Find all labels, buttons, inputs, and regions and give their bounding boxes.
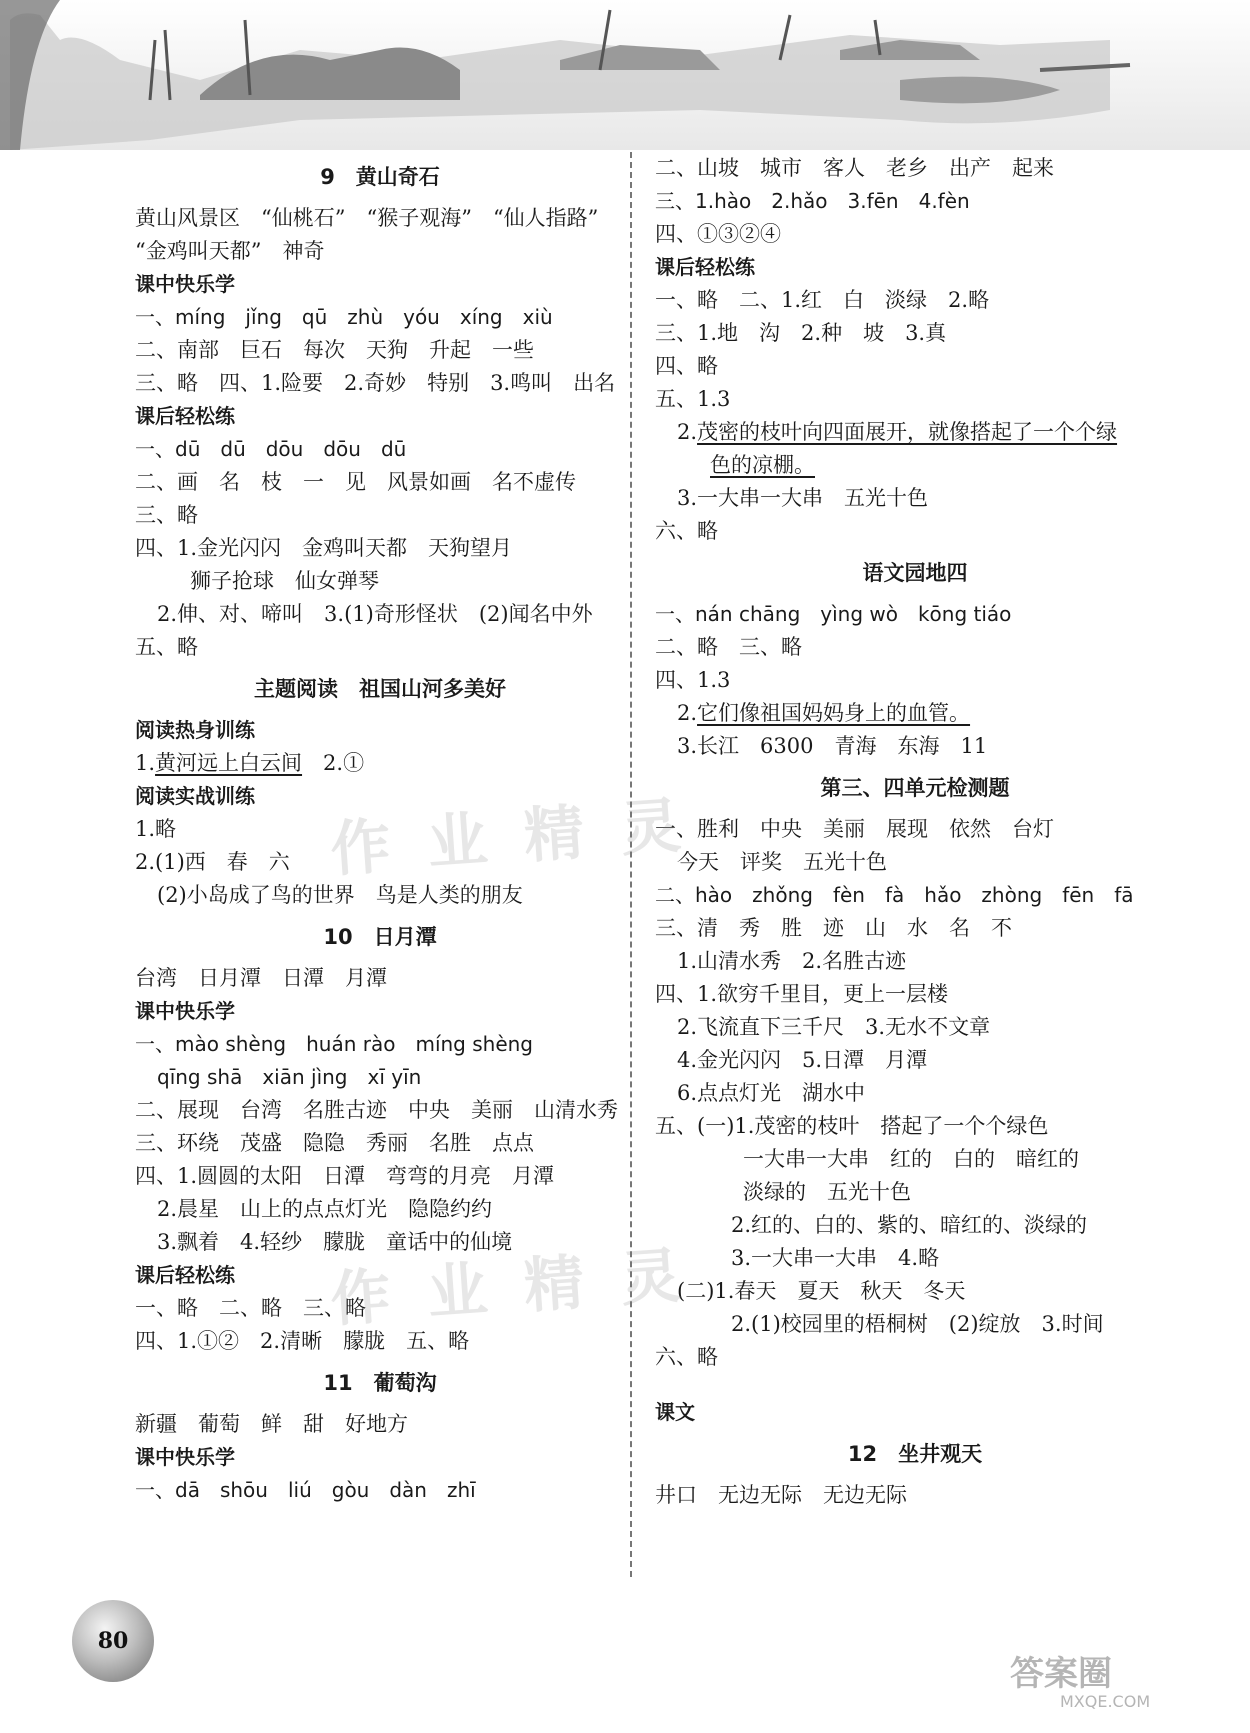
underlined-answer: 色的凉棚。 [710,453,815,477]
answer-text: “金鸡叫天都” 神奇 [135,239,325,263]
answer-text: 黄山风景区 “仙桃石” “猴子观海” “仙人指路” [135,206,599,230]
answer-line [655,978,1175,1011]
answer-text: 2.(1)校园里的梧桐树 (2)绽放 3.时间 [710,1312,1104,1336]
landscape-banner [0,0,1250,150]
watermark: 作 业 精 灵 [328,790,692,886]
answer-line [135,1160,625,1193]
answer-text: 四、①③②④ [655,222,781,246]
answer-text: 阅读热身训练 [135,718,255,742]
answer-text: 三、清 秀 胜 迹 山 水 名 不 [655,916,1012,940]
answer-text: 二、hào zhǒng fèn fà hǎo zhòng fēn fā [655,883,1134,907]
answer-text: 四、1.①② 2.清晰 朦胧 五、略 [135,1329,470,1353]
answer-text: 课后轻松练 [135,1263,235,1287]
answer-text: 主题阅读 祖国山河多美好 [254,677,506,701]
answer-line [135,1127,625,1160]
answer-text: 10 日月潭 [323,925,437,949]
answer-line [135,565,625,598]
answer-line [655,1209,1175,1242]
answer-line [655,218,1175,251]
answer-text: 三、1.地 沟 2.种 坡 3.真 [655,321,947,345]
underlined-answer: 黄河远上白云间 [155,751,303,775]
answer-line [135,1061,625,1094]
section-title [135,152,625,202]
answer-text: 二、略 三、略 [655,635,802,659]
answer-text: 3.一大串一大串 4.略 [710,1246,940,1270]
answer-text: 井口 无边无际 无边无际 [655,1483,907,1507]
answer-text: 一、略 二、略 三、略 [135,1296,366,1320]
answer-text: 台湾 日月潭 日潭 月潭 [135,966,387,990]
subsection-heading [135,714,625,747]
answer-text: 一、略 二、1.红 白 淡绿 2.略 [655,288,990,312]
answer-text: 三、环绕 茂盛 隐隐 秀丽 名胜 点点 [135,1131,534,1155]
answer-line [655,152,1175,185]
answer-text: 2.飞流直下三千尺 3.无水不文章 [677,1015,991,1039]
answer-text: 一、dū dū dōu dōu dū [135,437,407,461]
answer-line [655,1011,1175,1044]
answer-line [655,697,1175,730]
underlined-answer: 茂密的枝叶向四面展开，就像搭起了一个个绿 [697,420,1118,444]
answer-text: 今天 评奖 五光十色 [677,850,887,874]
answer-line [655,515,1175,548]
answer-line [655,284,1175,317]
answer-text: 淡绿的 五光十色 [743,1180,911,1204]
answer-text: 9 黄山奇石 [320,165,440,189]
answer-line [655,664,1175,697]
answer-line [135,202,625,235]
subsection-heading [135,268,625,301]
answer-line [655,1374,1175,1396]
section-title [655,548,1175,598]
answer-text: 二、画 名 枝 一 见 风景如画 名不虚传 [135,470,576,494]
answer-text: 6.点点灯光 湖水中 [677,1081,866,1105]
answer-text: 课后轻松练 [135,404,235,428]
answer-line [135,1474,625,1507]
answer-text: 2.红的、白的、紫的、暗红的、淡绿的 [710,1213,1088,1237]
answer-line [655,1110,1175,1143]
answer-line [655,846,1175,879]
svg-text:答案圈: 答案圈 [1010,1654,1112,1694]
answer-text: 12 坐井观天 [847,1442,983,1466]
svg-text:MXQE.COM: MXQE.COM [1060,1692,1151,1711]
answer-text: 2. [677,420,698,444]
right-column [655,152,1175,1512]
answer-line [655,598,1175,631]
site-logo [1000,1643,1230,1713]
answer-text: 四、1.圆圆的太阳 日潭 弯弯的月亮 月潭 [135,1164,555,1188]
answer-line [655,416,1175,449]
answer-line [655,1275,1175,1308]
answer-text: 第三、四单元检测题 [820,776,1010,800]
subsection-heading [135,400,625,433]
subsection-heading [655,251,1175,284]
answer-text: 2.晨星 山上的点点灯光 隐隐约约 [157,1197,493,1221]
answer-text: 课中快乐学 [135,999,235,1023]
answer-line [135,631,625,664]
answer-text: 二、展现 台湾 名胜古迹 中央 美丽 山清水秀 [135,1098,618,1122]
answer-text: 1. [135,751,156,775]
answer-text: 语文园地四 [862,561,968,585]
answer-text: 六、略 [655,1345,718,1369]
section-title [655,763,1175,813]
answer-line [655,1077,1175,1110]
answer-line [135,1193,625,1226]
answer-line [655,482,1175,515]
answer-text: 4.金光闪闪 5.日潭 月潭 [677,1048,928,1072]
answer-line [135,747,625,780]
answer-line [655,449,1175,482]
answer-text: 课后轻松练 [655,255,755,279]
answer-line [135,598,625,631]
answer-line [655,945,1175,978]
answer-line [135,466,625,499]
section-title [655,1429,1175,1479]
answer-line [655,383,1175,416]
answer-text: 3.飘着 4.轻纱 朦胧 童话中的仙境 [157,1230,513,1254]
answer-text: 五、1.3 [655,387,731,411]
answer-text: 3.一大串一大串 五光十色 [677,486,929,510]
answer-text: 11 葡萄沟 [323,1371,437,1395]
answer-line [655,1143,1175,1176]
answer-line [655,813,1175,846]
section-title [135,912,625,962]
answer-line [135,235,625,268]
answer-line [655,1308,1175,1341]
answer-text: (二)1.春天 夏天 秋天 冬天 [677,1279,966,1303]
answer-text: 2.(1)西 春 六 [135,850,290,874]
subsection-heading [655,1396,1175,1429]
page-number [72,1600,154,1682]
answer-text: 新疆 葡萄 鲜 甜 好地方 [135,1412,408,1436]
answer-text: 一大串一大串 红的 白的 暗红的 [743,1147,1079,1171]
answer-text: 一、胜利 中央 美丽 展现 依然 台灯 [655,817,1054,841]
answer-line [655,879,1175,912]
section-title [135,1358,625,1408]
answer-text: 课文 [655,1400,695,1424]
answer-text: 一、mào shèng huán rào míng shèng [135,1032,533,1056]
answer-line [655,317,1175,350]
answer-text: 课中快乐学 [135,1445,235,1469]
answer-line [135,1028,625,1061]
answer-line [655,185,1175,218]
answer-text: 一、nán chāng yìng wò kōng tiáo [655,602,1012,626]
answer-line [655,1176,1175,1209]
answer-text: 四、略 [655,354,718,378]
answer-text: 一、míng jǐng qū zhù yóu xíng xiù [135,305,553,329]
answer-text: 狮子抢球 仙女弹琴 [190,569,379,593]
answer-line [655,730,1175,763]
answer-text: 五、略 [135,635,198,659]
answer-text: 3.长江 6300 青海 东海 11 [677,734,988,758]
answer-text: 四、1.欲穷千里目，更上一层楼 [655,982,949,1006]
answer-line [135,962,625,995]
answer-text: 阅读实战训练 [135,784,255,808]
answer-text: 三、略 四、1.险要 2.奇妙 特别 3.鸣叫 出名 [135,371,616,395]
section-title [135,664,625,714]
answer-line [655,1479,1175,1512]
answer-line [135,301,625,334]
watermark: 作 业 精 灵 [328,1240,692,1336]
answer-text: 2.伸、对、啼叫 3.(1)奇形怪状 (2)闻名中外 [157,602,593,626]
answer-line [655,912,1175,945]
answer-line [655,1341,1175,1374]
subsection-heading [135,1441,625,1474]
underlined-answer: 它们像祖国妈妈身上的血管。 [697,701,971,725]
answer-text: 四、1.金光闪闪 金鸡叫天都 天狗望月 [135,536,513,560]
answer-text: 2. [677,701,698,725]
answer-line [655,631,1175,664]
answer-line [135,433,625,466]
answer-line [655,350,1175,383]
answer-text: 六、略 [655,519,718,543]
answer-text: 1.略 [135,817,177,841]
answer-text-after: 2.① [302,751,365,775]
answer-text: 一、dā shōu liú gòu dàn zhī [135,1478,476,1502]
answer-text: 三、1.hào 2.hǎo 3.fēn 4.fèn [655,189,970,213]
answer-text: 四、1.3 [655,668,731,692]
answer-text: 二、山坡 城市 客人 老乡 出产 起来 [655,156,1054,180]
answer-text: 二、南部 巨石 每次 天狗 升起 一些 [135,338,534,362]
answer-text: (2)小岛成了鸟的世界 鸟是人类的朋友 [157,883,523,907]
answer-line [135,334,625,367]
answer-line [135,499,625,532]
answer-text: 三、略 [135,503,198,527]
answer-line [655,1242,1175,1275]
page-number-text: 80 [97,1628,129,1654]
answer-line [135,1094,625,1127]
subsection-heading [135,995,625,1028]
answer-text: 五、(一)1.茂密的枝叶 搭起了一个个绿色 [655,1114,1049,1138]
answer-text: 课中快乐学 [135,272,235,296]
answer-text: 1.山清水秀 2.名胜古迹 [677,949,907,973]
answer-line [655,1044,1175,1077]
answer-line [135,532,625,565]
answer-text: qīng shā xiān jìng xī yīn [157,1065,422,1089]
answer-line [135,1408,625,1441]
answer-line [135,367,625,400]
